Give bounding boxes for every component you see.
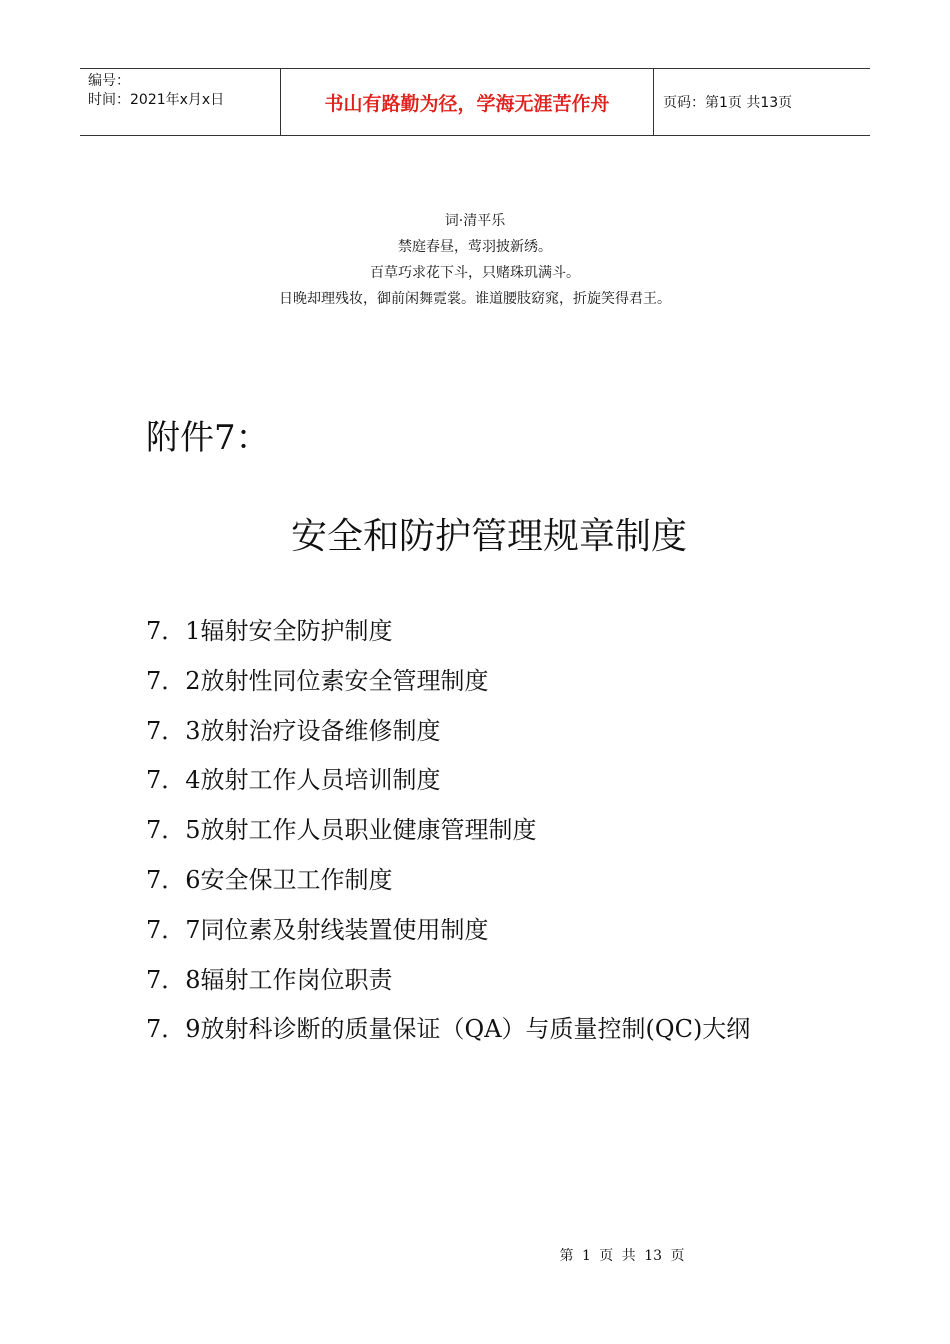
header-page-label: 页码：第1页 共13页 xyxy=(663,95,793,111)
document-number-label: 编号： xyxy=(88,73,130,89)
table-of-contents xyxy=(146,611,750,1059)
toc-item: 7．4放射工作人员培训制度 xyxy=(146,766,441,795)
toc-item: 7．7同位素及射线装置使用制度 xyxy=(146,915,489,944)
poem-line: 禁庭春昼，莺羽披新绣。 xyxy=(398,239,552,255)
poem-block xyxy=(0,208,950,312)
toc-item: 7．1辐射安全防护制度 xyxy=(146,617,393,645)
page-header xyxy=(80,68,870,136)
page-footer: 第 1 页 共 13 页 xyxy=(559,1248,685,1264)
poem-line: 日晚却理残妆，御前闲舞霓裳。谁道腰肢窈窕，折旋笑得君王。 xyxy=(279,291,671,307)
toc-item: 7．5放射工作人员职业健康管理制度 xyxy=(146,816,537,845)
poem-line: 百草巧求花下斗，只赌珠玑满斗。 xyxy=(370,265,580,281)
toc-item: 7．3放射治疗设备维修制度 xyxy=(146,716,441,745)
toc-item: 7．6安全保卫工作制度 xyxy=(146,865,393,894)
header-motto: 书山有路勤为径，学海无涯苦作舟 xyxy=(324,92,610,115)
header-page-cell xyxy=(654,69,870,135)
header-motto-cell xyxy=(281,69,654,135)
header-left-cell xyxy=(80,69,281,135)
poem-title: 词·清平乐 xyxy=(444,213,506,229)
toc-item: 7．8辐射工作岗位职责 xyxy=(146,965,393,994)
document-title: 安全和防护管理规章制度 xyxy=(290,516,687,557)
toc-item: 7．9放射科诊断的质量保证（QA）与质量控制(QC)大纲 xyxy=(146,1015,751,1044)
document-time-label: 时间：2021年x月x日 xyxy=(88,92,225,108)
toc-item: 7．2放射性同位素安全管理制度 xyxy=(146,666,489,695)
attachment-label: 附件7： xyxy=(146,418,270,458)
